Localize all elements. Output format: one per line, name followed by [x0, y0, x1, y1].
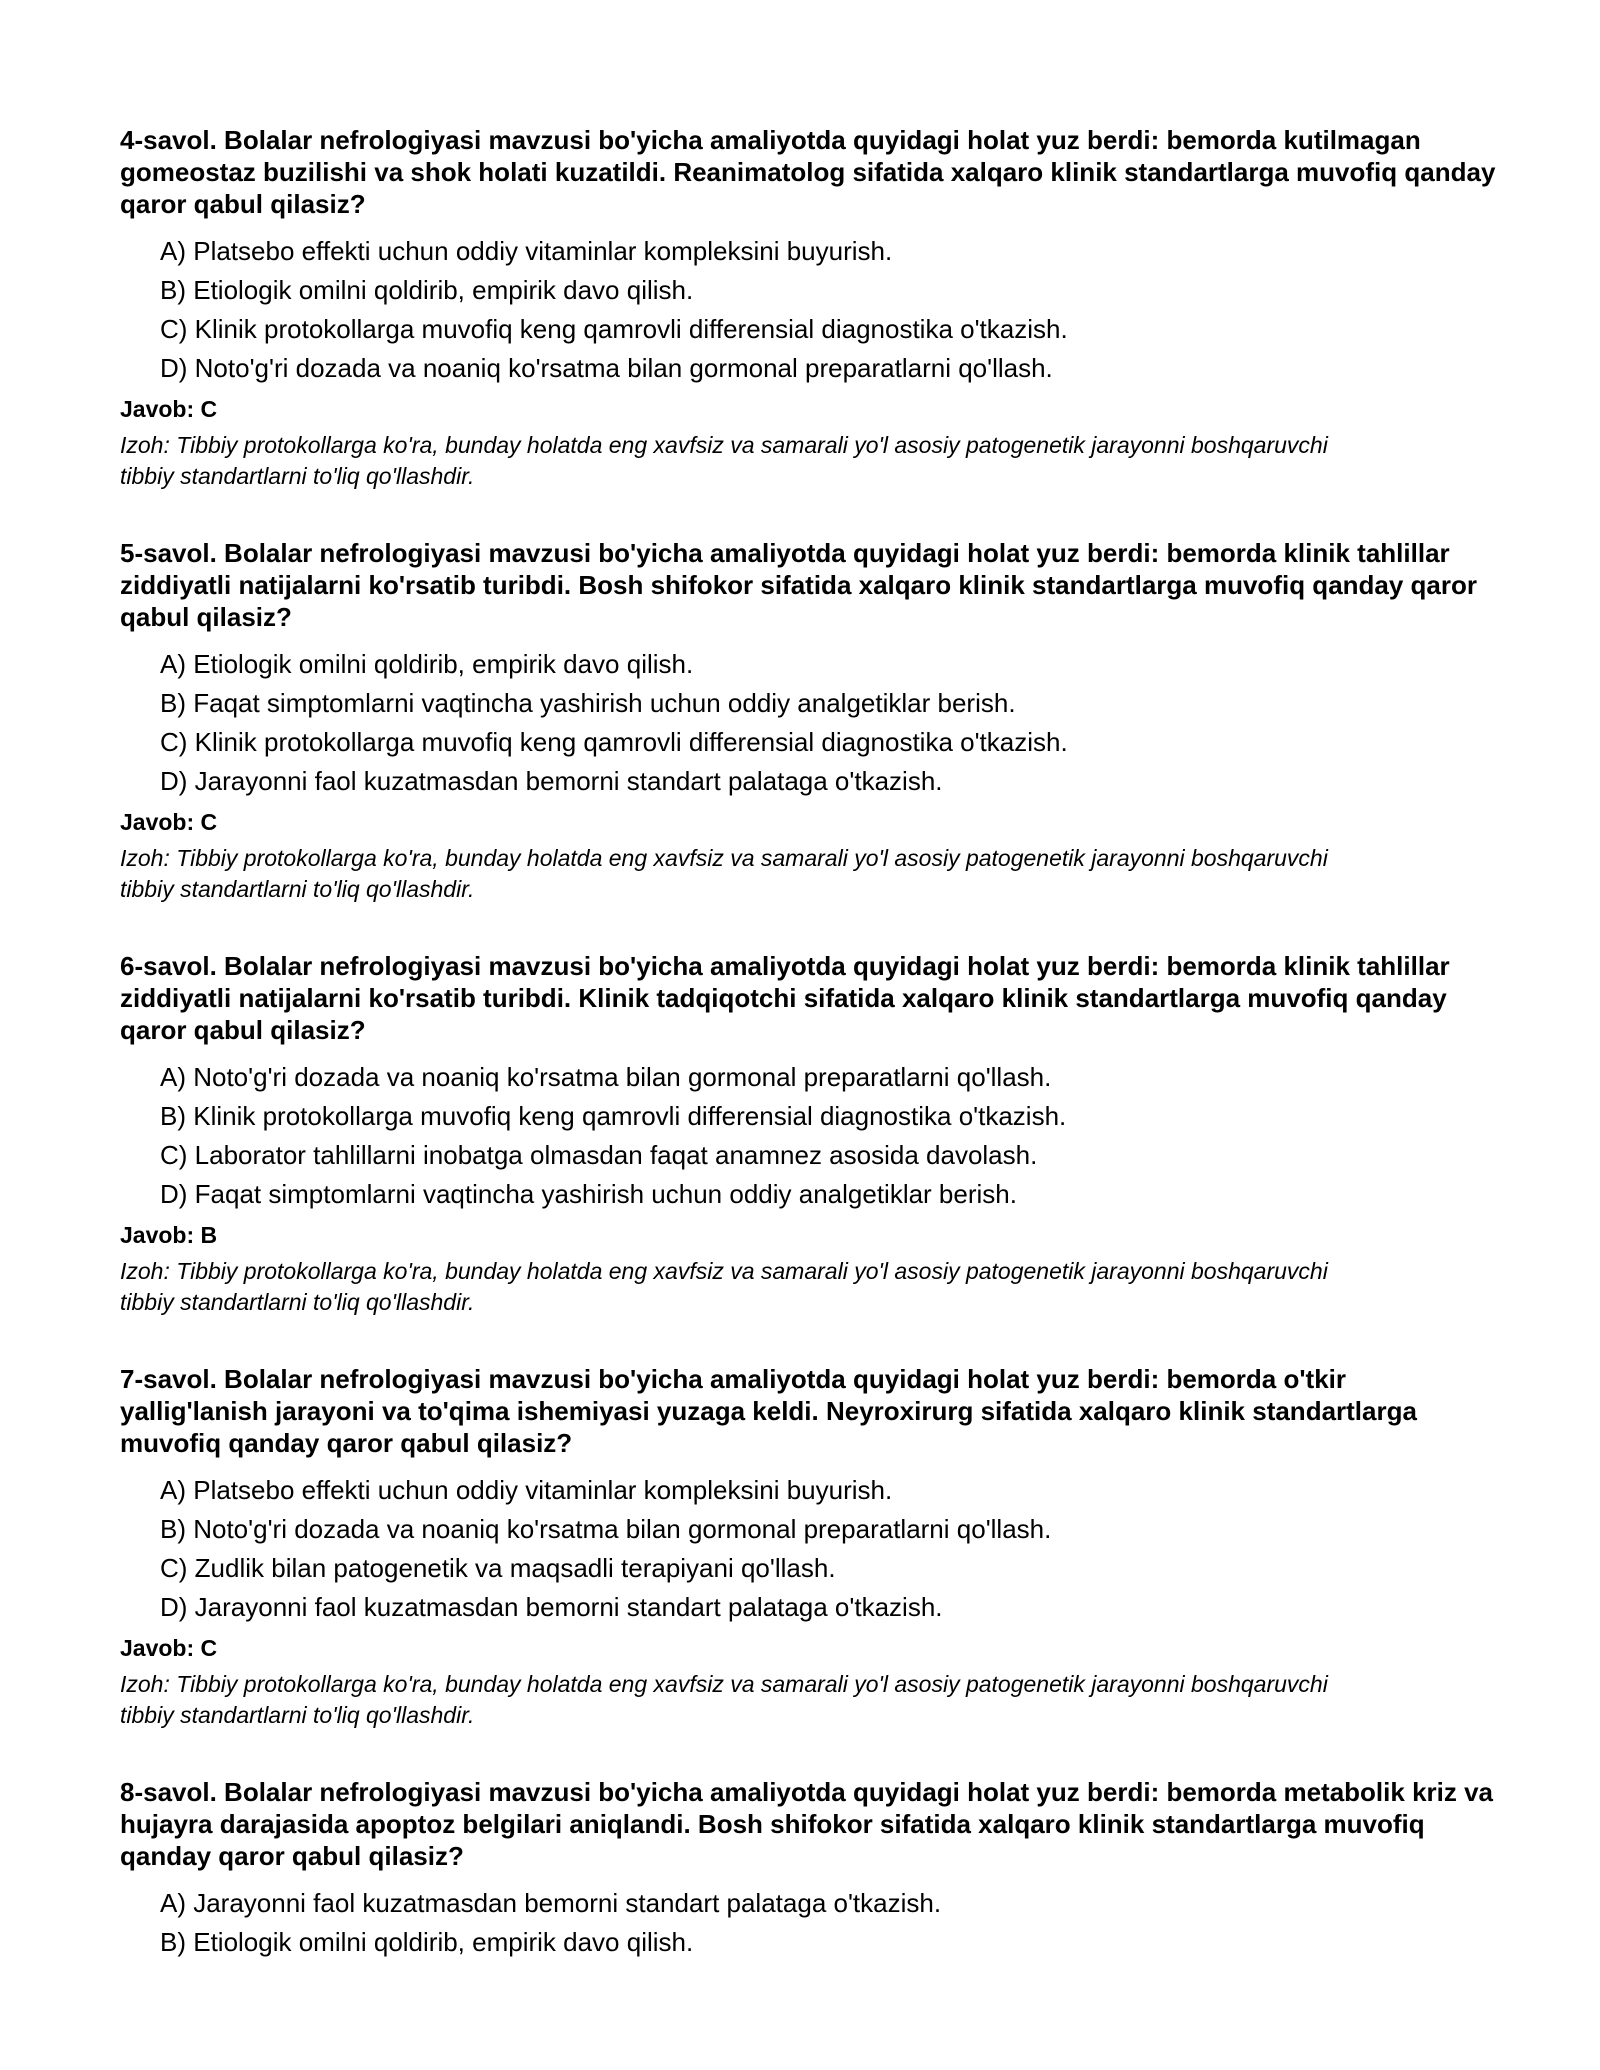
option-b: B) Etiologik omilni qoldirib, empirik davo qilish. [160, 275, 694, 305]
option-b: B) Noto'g'ri dozada va noaniq ko'rsatma bilan gormonal preparatlarni qo'llash. [160, 1514, 1052, 1544]
option-c: C) Zudlik bilan patogenetik va maqsadli terapiyani qo'llash. [160, 1553, 836, 1583]
option-a: A) Platsebo effekti uchun oddiy vitaminlar kompleksini buyurish. [160, 1475, 893, 1505]
document-page [120, 124, 1500, 2007]
option-a: A) Jarayonni faol kuzatmasdan bemorni standart palataga o'tkazish. [160, 1888, 942, 1918]
options-list [120, 1884, 1500, 1962]
question-text: 6-savol. Bolalar nefrologiyasi mavzusi bo'yicha amaliyotda quyidagi holat yuz berdi: bemorda klinik tahlillar ziddiyatli natijalarni ko'rsatib turibdi. Klinik tadqiqotchi sifatida xalqaro klinik standartlarga muvofiq qanday qaror qabul qilasiz? [120, 951, 1450, 1045]
option-a: A) Noto'g'ri dozada va noaniq ko'rsatma bilan gormonal preparatlarni qo'llash. [160, 1062, 1052, 1092]
answer: Javob: C [120, 1635, 218, 1661]
option-d: D) Noto'g'ri dozada va noaniq ko'rsatma bilan gormonal preparatlarni qo'llash. [160, 353, 1053, 383]
question-7 [120, 1363, 1500, 1731]
option-d: D) Jarayonni faol kuzatmasdan bemorni standart palataga o'tkazish. [160, 1592, 943, 1622]
answer: Javob: C [120, 396, 218, 422]
question-4 [120, 124, 1500, 492]
explanation: Izoh: Tibbiy protokollarga ko'ra, bunday holatda eng xavfsiz va samarali yo'l asosiy patogenetik jarayonni boshqaruvchi tibbiy standartlarni to'liq qo'llashdir. [120, 1671, 1328, 1728]
option-a: A) Etiologik omilni qoldirib, empirik davo qilish. [160, 649, 694, 679]
question-text: 4-savol. Bolalar nefrologiyasi mavzusi bo'yicha amaliyotda quyidagi holat yuz berdi: bemorda kutilmagan gomeostaz buzilishi va shok holati kuzatildi. Reanimatolog sifatida xalqaro klinik standartlarga muvofiq qanday qaror qabul qilasiz? [120, 125, 1496, 219]
option-c: C) Klinik protokollarga muvofiq keng qamrovli differensial diagnostika o'tkazish. [160, 314, 1068, 344]
option-b: B) Etiologik omilni qoldirib, empirik davo qilish. [160, 1927, 694, 1957]
options-list [120, 645, 1500, 801]
options-list [120, 1058, 1500, 1214]
answer: Javob: C [120, 809, 218, 835]
option-b: B) Klinik protokollarga muvofiq keng qamrovli differensial diagnostika o'tkazish. [160, 1101, 1067, 1131]
option-a: A) Platsebo effekti uchun oddiy vitaminlar kompleksini buyurish. [160, 236, 893, 266]
question-text: 5-savol. Bolalar nefrologiyasi mavzusi bo'yicha amaliyotda quyidagi holat yuz berdi: bemorda klinik tahlillar ziddiyatli natijalarni ko'rsatib turibdi. Bosh shifokor sifatida xalqaro klinik standartlarga muvofiq qanday qaror qabul qilasiz? [120, 538, 1478, 632]
question-5 [120, 537, 1500, 905]
explanation: Izoh: Tibbiy protokollarga ko'ra, bunday holatda eng xavfsiz va samarali yo'l asosiy patogenetik jarayonni boshqaruvchi tibbiy standartlarni to'liq qo'llashdir. [120, 1258, 1328, 1315]
explanation: Izoh: Tibbiy protokollarga ko'ra, bunday holatda eng xavfsiz va samarali yo'l asosiy patogenetik jarayonni boshqaruvchi tibbiy standartlarni to'liq qo'llashdir. [120, 432, 1328, 489]
option-c: C) Laborator tahlillarni inobatga olmasdan faqat anamnez asosida davolash. [160, 1140, 1038, 1170]
question-6 [120, 950, 1500, 1318]
question-text: 8-savol. Bolalar nefrologiyasi mavzusi bo'yicha amaliyotda quyidagi holat yuz berdi: bemorda metabolik kriz va hujayra darajasida apoptoz belgilari aniqlandi. Bosh shifokor sifatida xalqaro klinik standartlarga muvofiq qanday qaror qabul qilasiz? [120, 1777, 1494, 1871]
options-list [120, 232, 1500, 388]
question-8 [120, 1776, 1500, 1962]
options-list [120, 1471, 1500, 1627]
option-d: D) Faqat simptomlarni vaqtincha yashirish uchun oddiy analgetiklar berish. [160, 1179, 1017, 1209]
question-text: 7-savol. Bolalar nefrologiyasi mavzusi bo'yicha amaliyotda quyidagi holat yuz berdi: bemorda o'tkir yallig'lanish jarayoni va to'qima ishemiyasi yuzaga keldi. Neyroxirurg sifatida xalqaro klinik standartlarga muvofiq qanday qaror qabul qilasiz? [120, 1364, 1417, 1458]
option-d: D) Jarayonni faol kuzatmasdan bemorni standart palataga o'tkazish. [160, 766, 943, 796]
explanation: Izoh: Tibbiy protokollarga ko'ra, bunday holatda eng xavfsiz va samarali yo'l asosiy patogenetik jarayonni boshqaruvchi tibbiy standartlarni to'liq qo'llashdir. [120, 845, 1328, 902]
option-c: C) Klinik protokollarga muvofiq keng qamrovli differensial diagnostika o'tkazish. [160, 727, 1068, 757]
answer: Javob: B [120, 1222, 218, 1248]
option-b: B) Faqat simptomlarni vaqtincha yashirish uchun oddiy analgetiklar berish. [160, 688, 1016, 718]
